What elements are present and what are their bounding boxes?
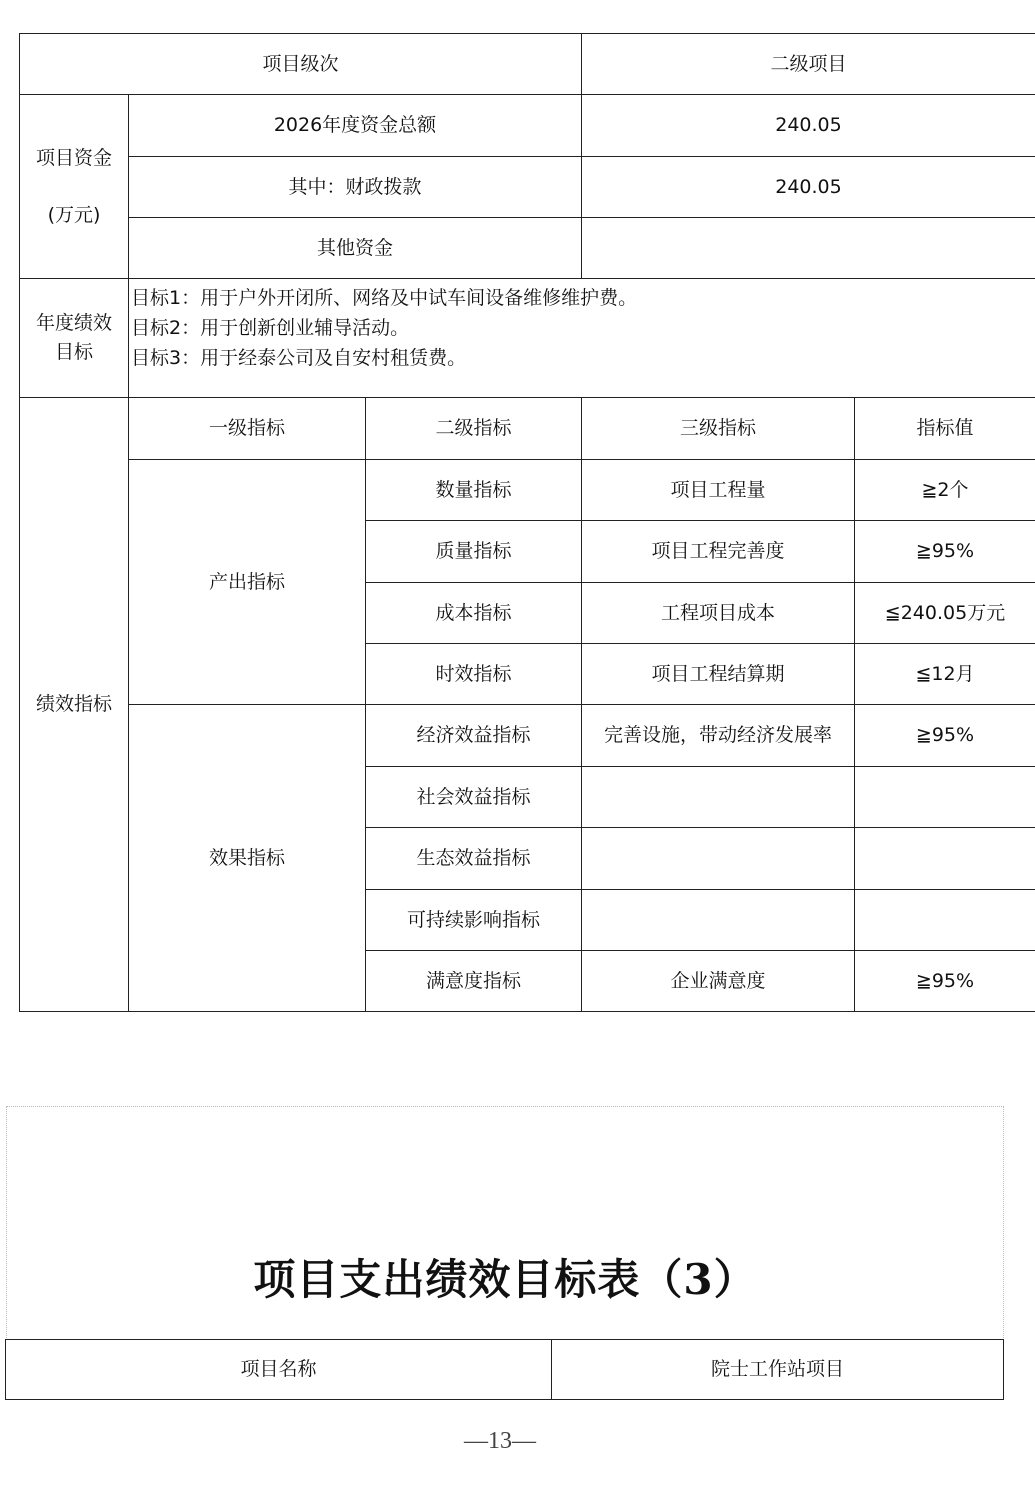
row-level3 (582, 890, 854, 950)
row-value: ≧95% (915, 724, 975, 747)
row-level3 (582, 828, 854, 889)
row-value: ≦12月 (915, 662, 975, 685)
project-funds-label-line2: (万元) (47, 203, 101, 226)
annual-goal-label (20, 279, 128, 397)
row-level3: 项目工程量 (670, 478, 766, 501)
row-value (855, 890, 1035, 950)
fiscal-funds-value: 240.05 (775, 175, 842, 198)
header-value: 指标值 (916, 417, 974, 440)
row-level2: 社会效益指标 (416, 785, 531, 808)
project-name-value: 院士工作站项目 (710, 1358, 844, 1381)
row-level2: 可持续影响指标 (406, 908, 540, 931)
goal-item: 目标2：用于创新创业辅导活动。 (131, 317, 410, 339)
row-level2: 成本指标 (435, 601, 512, 624)
output-indicators-label: 产出指标 (208, 570, 285, 593)
goal-item: 目标3：用于经泰公司及自安村租赁费。 (131, 347, 467, 369)
row-value: ≧95% (915, 969, 975, 992)
project-level-label: 项目级次 (262, 52, 339, 75)
row-level2: 生态效益指标 (416, 847, 531, 870)
row-level3: 完善设施，带动经济发展率 (603, 724, 832, 747)
fiscal-funds-label: 其中：财政拨款 (288, 175, 422, 198)
section-frame (6, 1106, 1004, 1340)
row-level3: 企业满意度 (670, 969, 766, 992)
effect-indicators-label: 效果指标 (208, 846, 285, 869)
total-funds-label: 2026年度资金总额 (273, 114, 437, 137)
row-level2: 经济效益指标 (416, 724, 531, 747)
header-level2: 二级指标 (435, 417, 512, 440)
section-title: 项目支出绩效目标表（3） (253, 1255, 757, 1304)
page-number: —13— (464, 1428, 536, 1454)
row-level2: 质量指标 (435, 540, 512, 563)
row-level3: 工程项目成本 (660, 601, 775, 624)
performance-indicators-label: 绩效指标 (35, 693, 112, 716)
goal-item: 目标1：用于户外开闭所、网络及中试车间设备维修维护费。 (131, 287, 638, 309)
row-value (855, 828, 1035, 889)
header-level1: 一级指标 (208, 417, 285, 440)
row-level3: 项目工程结算期 (651, 662, 785, 685)
row-value: ≧2个 (921, 478, 969, 501)
project-level-value: 二级项目 (770, 52, 847, 75)
header-level3: 三级指标 (679, 417, 756, 440)
row-value: ≦240.05万元 (884, 601, 1006, 624)
row-level2: 时效指标 (435, 662, 512, 685)
annual-goal-label-line1: 年度绩效 (35, 312, 112, 334)
row-level2: 满意度指标 (425, 969, 521, 992)
project-name-label: 项目名称 (240, 1358, 317, 1381)
row-level3 (582, 767, 854, 827)
row-level2: 数量指标 (435, 478, 512, 501)
project-funds-label-line1: 项目资金 (35, 146, 112, 169)
other-funds-value (582, 218, 1035, 278)
project-funds-label (20, 95, 128, 278)
other-funds-label: 其他资金 (316, 236, 393, 259)
total-funds-value: 240.05 (775, 114, 842, 137)
annual-goals-list (131, 283, 637, 373)
row-value: ≧95% (915, 540, 975, 563)
row-level3: 项目工程完善度 (651, 540, 785, 563)
row-value (855, 767, 1035, 827)
annual-goal-label-line2: 目标 (54, 341, 93, 363)
